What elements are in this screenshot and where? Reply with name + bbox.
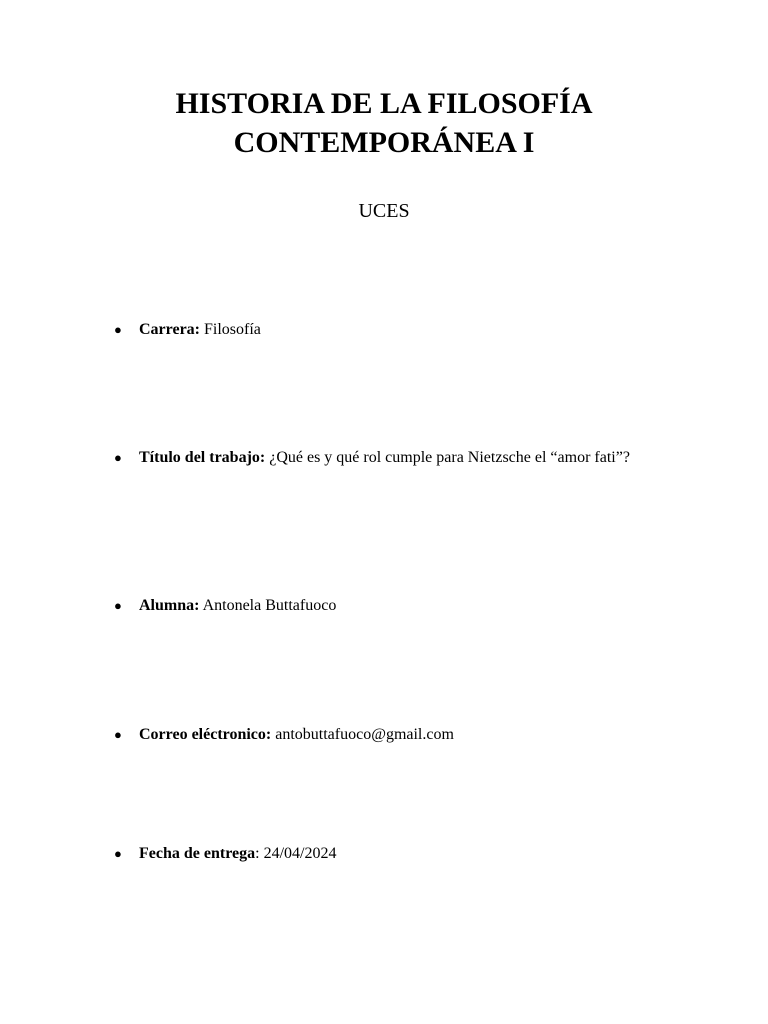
bullet-icon: ● <box>114 322 122 337</box>
document-title <box>0 84 768 162</box>
bullet-icon: ● <box>114 727 122 742</box>
item-value: : 24/04/2024 <box>255 845 337 862</box>
item-value: Filosofía <box>200 321 261 338</box>
bullet-icon: ● <box>114 598 122 613</box>
item-value: ¿Qué es y qué rol cumple para Nietzsche el “amor fati”? <box>265 449 630 466</box>
list-item-carrera <box>114 319 674 341</box>
item-label: Correo eléctronico: <box>139 726 272 743</box>
item-label: Carrera: <box>139 321 200 338</box>
bullet-icon: ● <box>114 846 122 861</box>
list-item-fecha <box>114 843 674 865</box>
item-value: Antonela Buttafuoco <box>199 597 337 614</box>
list-item-alumna <box>114 595 674 617</box>
item-label: Fecha de entrega <box>139 845 256 862</box>
list-item-titulo <box>114 447 674 469</box>
bullet-icon: ● <box>114 450 122 465</box>
item-label: Título del trabajo: <box>139 449 266 466</box>
title-line-2: CONTEMPORÁNEA I <box>233 126 535 159</box>
institution-name: UCES <box>358 200 410 222</box>
item-value: antobuttafuoco@gmail.com <box>271 726 454 743</box>
item-label: Alumna: <box>139 597 200 614</box>
list-item-correo <box>114 724 674 746</box>
title-line-1: HISTORIA DE LA FILOSOFÍA <box>175 87 593 120</box>
